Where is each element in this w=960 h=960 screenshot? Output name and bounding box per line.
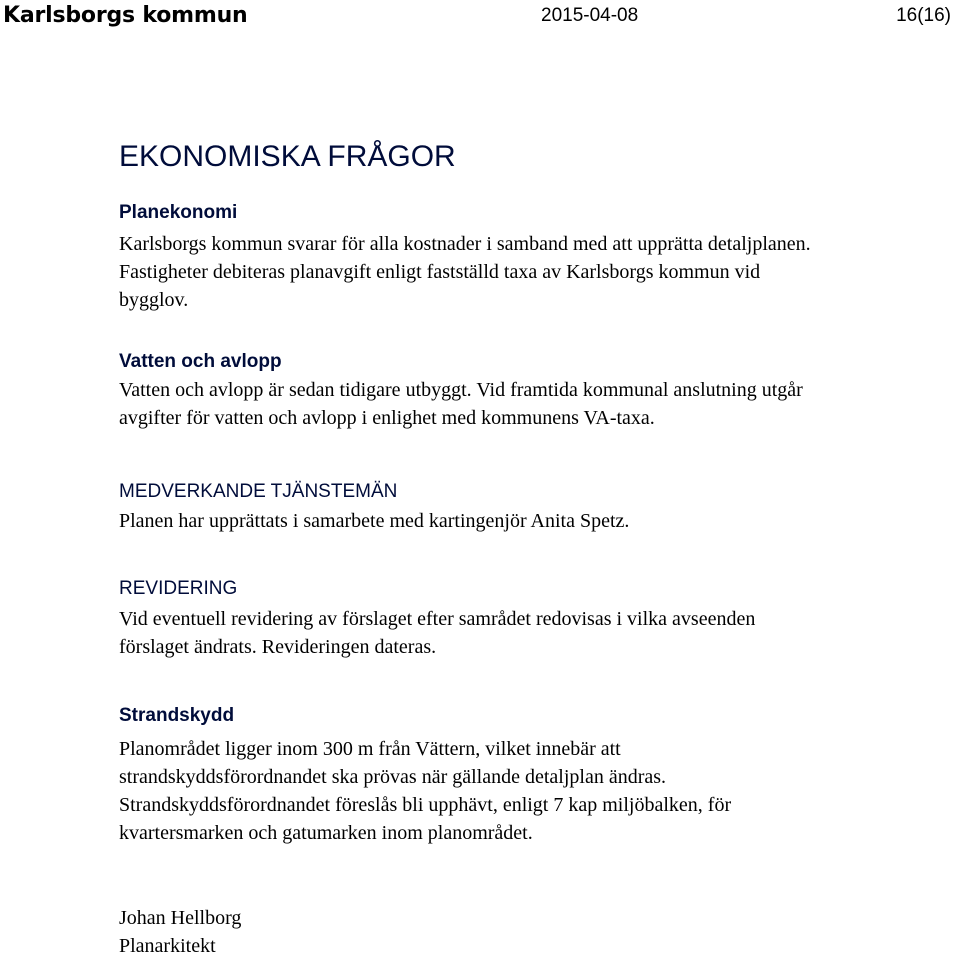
page-title: EKONOMISKA FRÅGOR [119,140,456,173]
text-line: Vatten och avlopp är sedan tidigare utbyggt. Vid framtida kommunal anslutning utgår [119,379,803,401]
document-date: 2015-04-08 [541,5,639,26]
text-line: Planområdet ligger inom 300 m från Vättern, vilket innebär att [119,738,621,760]
municipality-logo: Karlsborgs kommun [3,3,248,28]
section-text-revidering [119,605,939,661]
section-text-strandskydd [119,735,939,847]
text-line: bygglov. [119,289,189,311]
section-heading-planekonomi: Planekonomi [119,202,238,223]
text-line: Fastigheter debiteras planavgift enligt fastställd taxa av Karlsborgs kommun vid [119,261,761,283]
text-line: avgifter för vatten och avlopp i enlighet med kommunens VA-taxa. [119,407,655,429]
section-heading-medverkande: MEDVERKANDE TJÄNSTEMÄN [119,481,398,502]
section-text-planekonomi [119,230,939,314]
text-line: Vid eventuell revidering av förslaget efter samrådet redovisas i vilka avseenden [119,608,756,630]
page-number: 16(16) [896,5,951,26]
text-line: strandskyddsförordnandet ska prövas när gällande detaljplan ändras. [119,766,667,788]
section-heading-vatten-och-avlopp: Vatten och avlopp [119,351,282,372]
section-text-vatten-och-avlopp [119,376,939,432]
section-heading-revidering: REVIDERING [119,578,238,599]
page-header [0,0,960,36]
signature-block [119,904,939,960]
text-line: Karlsborgs kommun svarar för alla kostnader i samband med att upprätta detaljplanen. [119,233,811,255]
text-line: Planen har upprättats i samarbete med kartingenjör Anita Spetz. [119,510,630,532]
signature-name: Johan Hellborg [119,907,242,929]
text-line: förslaget ändrats. Revideringen dateras. [119,636,437,658]
signature-role: Planarkitekt [119,935,216,957]
text-line: kvartersmarken och gatumarken inom planområdet. [119,822,533,844]
text-line: Strandskyddsförordnandet föreslås bli upphävt, enligt 7 kap miljöbalken, för [119,794,732,816]
section-heading-strandskydd: Strandskydd [119,705,235,726]
section-text-medverkande [119,507,939,535]
